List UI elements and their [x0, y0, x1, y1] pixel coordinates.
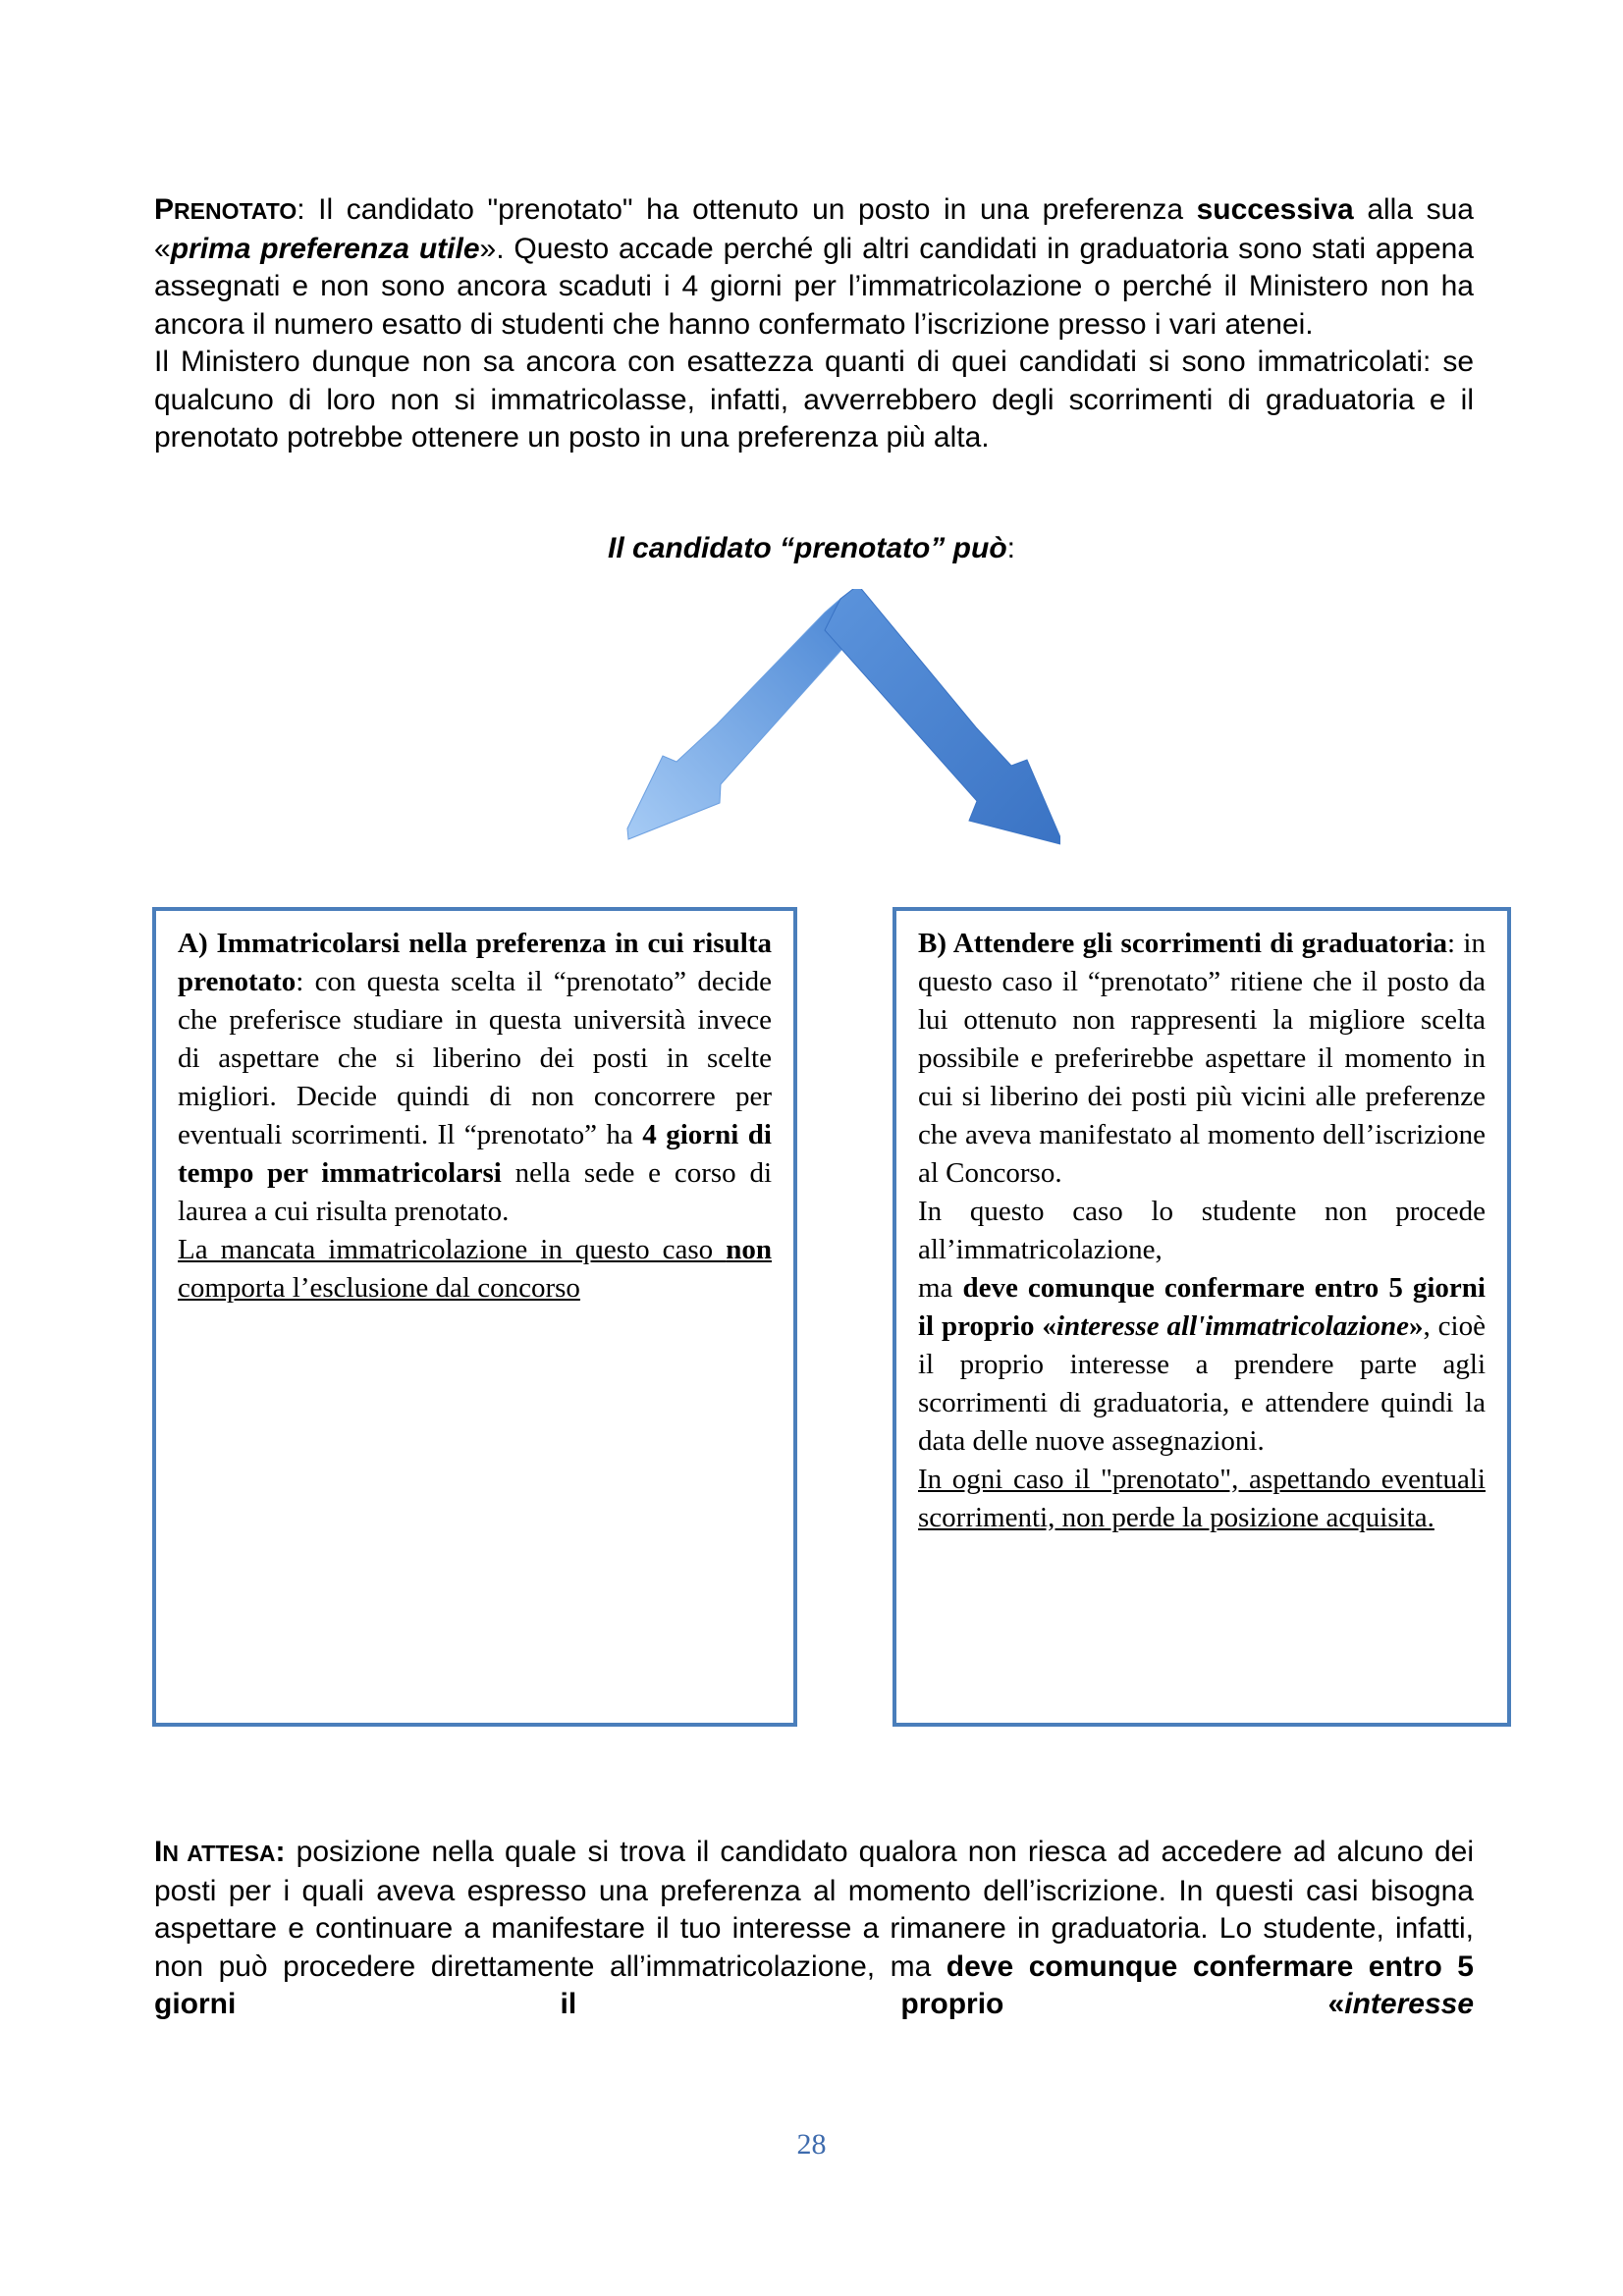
options-heading: [0, 532, 1623, 565]
option-b-text-3: ma: [918, 1272, 963, 1304]
option-b-text-1: : in questo caso il “prenotato” ritiene che il posto da lui ottenuto non rappresenti la migliore scelta possibile e preferirebbe aspettare il momento in cui si liberino dei posti più vicini alle preferenze che aveva manifestato al momento dell’iscrizione al Concorso.: [918, 928, 1486, 1189]
option-b-interesse: interesse all'immatricolazione: [1055, 1310, 1410, 1342]
option-b-text-4: , cioè il proprio interesse a prendere parte agli scorrimenti di graduatoria, e attendere quindi la data delle nuove assegnazioni.: [918, 1310, 1486, 1457]
attesa-term-lead: I: [154, 1836, 163, 1868]
attesa-colon: :: [275, 1836, 286, 1868]
option-a-note-non: non: [726, 1234, 772, 1265]
option-b-confirm: deve comunque confermare entro 5 giorni il proprio «: [918, 1272, 1486, 1342]
options-heading-colon: :: [1006, 532, 1015, 564]
in-attesa-paragraph: [154, 1834, 1474, 2024]
prenotato-text-4: Il Ministero dunque non sa ancora con esattezza quanti di quei candidati si sono immatricolati: se qualcuno di loro non si immatricolasse, infatti, avverrebbero degli scorrimenti di graduatoria e il prenotato potrebbe ottenere un posto in una preferenza più alta.: [154, 346, 1474, 454]
options-heading-text: Il candidato “prenotato” può: [608, 532, 1007, 564]
prenotato-prima-preferenza: prima preferenza utile: [170, 232, 480, 265]
attesa-term-rest: N ATTESA: [162, 1841, 276, 1866]
prenotato-paragraph: [154, 191, 1474, 457]
page-number: 28: [796, 2128, 827, 2161]
prenotato-successiva: successiva: [1196, 193, 1354, 226]
option-a-note-2: comporta l’esclusione dal concorso: [178, 1272, 580, 1304]
attesa-interesse: interesse: [1344, 1988, 1474, 2020]
attesa-text-1: posizione nella quale si trova il candidato qualora non riesca ad accedere ad alcuno dei posti per i quali aveva espresso una preferenza al momento dell’iscrizione. In questi casi bisogna aspettare e continuare a manifestare il tuo interesse a rimanere in graduatoria. Lo studente, infatti, non può procedere direttamente all’immatricolazione, ma: [154, 1836, 1474, 1983]
option-a-note-1: La mancata immatricolazione in questo caso: [178, 1234, 727, 1265]
option-b-guillemet: »: [1409, 1310, 1424, 1342]
prenotato-text-2: alla sua «: [154, 193, 1474, 265]
attesa-confirm: deve comunque confermare entro 5 giorni il proprio «: [154, 1949, 1474, 2020]
option-a-text-1: : con questa scelta il “prenotato” decide che preferisce studiare in questa università invece di aspettare che si liberino dei posti in scelte migliori. Decide quindi di non concorrere per eventuali scorrimenti. Il “prenotato” ha: [178, 966, 772, 1150]
option-a-title: A) Immatricolarsi nella preferenza in cui risulta prenotato: [178, 928, 772, 997]
prenotato-term-rest: RENOTATO: [174, 198, 298, 224]
prenotato-text-3: ». Questo accade perché gli altri candidati in graduatoria sono stati appena assegnati e non sono ancora scaduti i 4 giorni per l’immatricolazione o perché il Ministero non ha ancora il numero esatto di studenti che hanno confermato l’iscrizione presso i vari atenei.: [154, 232, 1474, 341]
option-a-box: [152, 907, 797, 1727]
option-a-text-2: nella sede e corso di laurea a cui risulta prenotato.: [178, 1157, 772, 1227]
option-a-days: 4 giorni di tempo per immatricolarsi: [178, 1119, 772, 1189]
option-b-title: B) Attendere gli scorrimenti di graduatoria: [918, 928, 1448, 959]
prenotato-term-lead: P: [154, 193, 175, 226]
left-arrow-icon: [627, 599, 858, 839]
right-arrow-icon: [825, 589, 1060, 844]
option-b-note: In ogni caso il "prenotato", aspettando eventuali scorrimenti, non perde la posizione acquisita.: [918, 1464, 1486, 1533]
prenotato-text-1: Il candidato "prenotato" ha ottenuto un posto in una preferenza: [304, 193, 1197, 226]
option-b-text-2: In questo caso lo studente non procede all’immatricolazione,: [918, 1196, 1486, 1265]
split-arrows-graphic: [609, 589, 1060, 854]
option-b-box: [893, 907, 1511, 1727]
prenotato-colon: :: [297, 193, 305, 226]
